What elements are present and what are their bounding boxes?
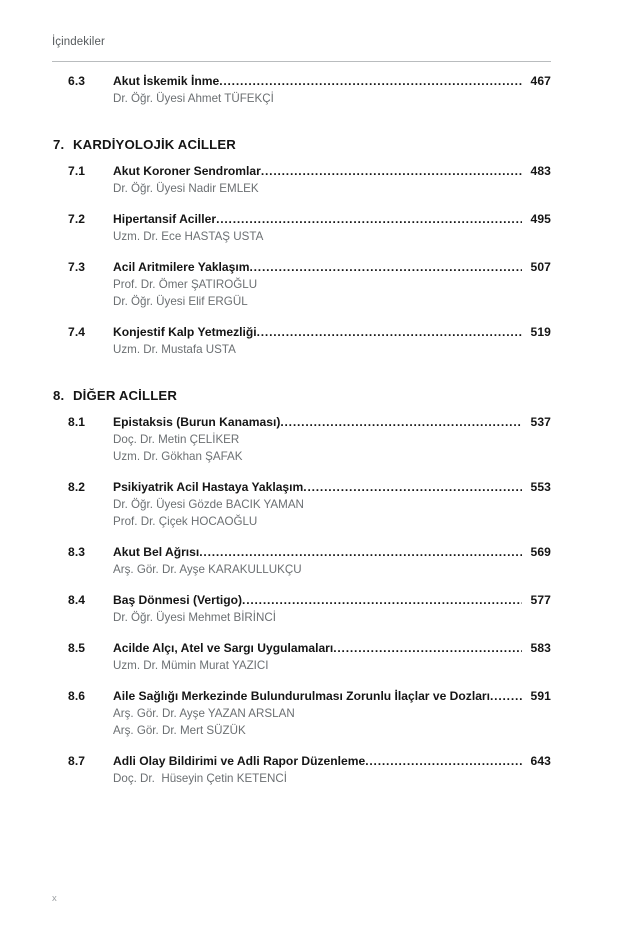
toc-entry[interactable] — [68, 687, 551, 739]
toc-entry[interactable] — [68, 162, 551, 197]
toc-entry-line — [68, 72, 551, 90]
toc-dot-leader — [280, 413, 522, 431]
toc-entry-authors — [113, 705, 551, 739]
toc-entry[interactable] — [68, 413, 551, 465]
toc-chapter-heading[interactable] — [53, 388, 620, 403]
spacer — [0, 465, 620, 478]
toc-entry-author: Arş. Gör. Dr. Ayşe YAZAN ARSLAN — [113, 707, 295, 720]
toc-entry-authors — [113, 561, 551, 578]
toc-entry[interactable] — [68, 72, 551, 107]
toc-entry[interactable] — [68, 752, 551, 787]
toc-entry-title[interactable]: Akut Bel Ağrısı — [113, 545, 200, 559]
toc-entry-authors — [113, 496, 551, 530]
toc-dot-leader — [261, 162, 522, 180]
toc-entry-author: Doç. Dr. Metin ÇELİKER — [113, 433, 240, 446]
toc-entry[interactable] — [68, 258, 551, 310]
running-head: İçindekiler — [52, 36, 105, 48]
toc-dot-leader — [365, 752, 522, 770]
toc-entry[interactable] — [68, 478, 551, 530]
toc-entry-author: Dr. Öğr. Üyesi Gözde BACIK YAMAN — [113, 498, 304, 511]
toc-entry-number: 7.4 — [68, 325, 86, 339]
toc-entry-page-number: 519 — [530, 325, 551, 339]
toc-entry-number: 8.4 — [68, 593, 86, 607]
toc-entry[interactable] — [68, 639, 551, 674]
spacer — [0, 578, 620, 591]
toc-entry-number: 7.1 — [68, 164, 86, 178]
toc-entry-title[interactable]: Epistaksis (Burun Kanaması) — [113, 415, 281, 429]
toc-entry-line — [68, 162, 551, 180]
toc-entry-authors — [113, 276, 551, 310]
toc-entry-title[interactable]: Akut Koroner Sendromlar — [113, 164, 261, 178]
toc-entry-line — [68, 687, 551, 705]
toc-entry-author: Uzm. Dr. Ece HASTAŞ USTA — [113, 230, 264, 243]
toc-entry-page-number: 467 — [530, 74, 551, 88]
toc-entry-page-number: 577 — [530, 593, 551, 607]
toc-chapter-title: DİĞER ACİLLER — [73, 388, 178, 403]
toc-entry-number: 6.3 — [68, 74, 86, 88]
spacer — [0, 530, 620, 543]
toc-entry-author: Dr. Öğr. Üyesi Nadir EMLEK — [113, 182, 259, 195]
toc-entry-title[interactable]: Akut İskemik İnme — [113, 74, 220, 88]
toc-entry-page-number: 591 — [530, 689, 551, 703]
toc-entry-page-number: 583 — [530, 641, 551, 655]
toc-dot-leader — [303, 478, 522, 496]
toc-entry-title[interactable]: Psikiyatrik Acil Hastaya Yaklaşım — [113, 480, 304, 494]
toc-entry-page-number: 483 — [530, 164, 551, 178]
toc-chapter-heading[interactable] — [53, 137, 620, 152]
toc-entry-number: 8.6 — [68, 689, 86, 703]
page-folio: x — [52, 893, 57, 904]
toc-entry-number: 8.5 — [68, 641, 86, 655]
toc-dot-leader — [216, 210, 522, 228]
toc-entry-author: Doç. Dr. Hüseyin Çetin KETENCİ — [113, 772, 287, 785]
toc-entry-authors — [113, 609, 551, 626]
toc-content — [0, 72, 620, 787]
toc-entry-line — [68, 210, 551, 228]
toc-entry-author: Prof. Dr. Çiçek HOCAOĞLU — [113, 515, 258, 528]
toc-entry-title[interactable]: Acil Aritmilere Yaklaşım — [113, 260, 250, 274]
toc-entry-page-number: 569 — [530, 545, 551, 559]
toc-entry-page-number: 537 — [530, 415, 551, 429]
toc-entry-authors — [113, 770, 551, 787]
toc-entry-author: Prof. Dr. Ömer ŞATIROĞLU — [113, 278, 258, 291]
spacer — [0, 358, 620, 388]
toc-entry-number: 8.7 — [68, 754, 86, 768]
spacer — [0, 152, 620, 162]
toc-entry-line — [68, 413, 551, 431]
toc-entry-line — [68, 258, 551, 276]
toc-entry-page-number: 553 — [530, 480, 551, 494]
toc-entry-author: Dr. Öğr. Üyesi Mehmet BİRİNCİ — [113, 611, 276, 624]
toc-entry-author: Arş. Gör. Dr. Mert SÜZÜK — [113, 724, 246, 737]
toc-dot-leader — [199, 543, 522, 561]
spacer — [0, 197, 620, 210]
toc-entry-authors — [113, 341, 551, 358]
toc-entry-title[interactable]: Adli Olay Bildirimi ve Adli Rapor Düzenleme — [113, 754, 366, 768]
toc-entry[interactable] — [68, 323, 551, 358]
toc-entry-authors — [113, 90, 551, 107]
toc-dot-leader — [219, 72, 522, 90]
spacer — [0, 626, 620, 639]
toc-entry-author: Uzm. Dr. Gökhan ŞAFAK — [113, 450, 243, 463]
toc-dot-leader — [333, 639, 522, 657]
toc-entry-line — [68, 478, 551, 496]
spacer — [0, 739, 620, 752]
spacer — [0, 310, 620, 323]
toc-entry[interactable] — [68, 543, 551, 578]
toc-entry-line — [68, 639, 551, 657]
toc-entry[interactable] — [68, 591, 551, 626]
toc-entry-authors — [113, 180, 551, 197]
toc-entry-line — [68, 752, 551, 770]
toc-chapter-number: 7. — [53, 137, 65, 152]
toc-entry-number: 8.1 — [68, 415, 86, 429]
header-divider — [52, 61, 551, 62]
spacer — [0, 245, 620, 258]
toc-entry-page-number: 507 — [530, 260, 551, 274]
toc-entry-number: 8.2 — [68, 480, 86, 494]
toc-dot-leader — [249, 258, 522, 276]
toc-chapter-title: KARDİYOLOJİK ACİLLER — [73, 137, 236, 152]
toc-entry-author: Uzm. Dr. Mümin Murat YAZICI — [113, 659, 269, 672]
toc-entry-title[interactable]: Acilde Alçı, Atel ve Sargı Uygulamaları — [113, 641, 334, 655]
spacer — [0, 107, 620, 137]
toc-dot-leader — [490, 687, 522, 705]
toc-entry-number: 8.3 — [68, 545, 86, 559]
toc-entry-title[interactable]: Konjestif Kalp Yetmezliği — [113, 325, 257, 339]
toc-entry-line — [68, 323, 551, 341]
toc-entry-authors — [113, 657, 551, 674]
toc-entry-author: Dr. Öğr. Üyesi Ahmet TÜFEKÇİ — [113, 92, 274, 105]
toc-entry-page-number: 495 — [530, 212, 551, 226]
toc-entry-title[interactable]: Aile Sağlığı Merkezinde Bulundurulması Zorunlu İlaçlar ve Dozları — [113, 689, 491, 703]
toc-entry-author: Dr. Öğr. Üyesi Elif ERGÜL — [113, 295, 248, 308]
toc-entry-title[interactable]: Hipertansif Aciller — [113, 212, 217, 226]
toc-entry-author: Uzm. Dr. Mustafa USTA — [113, 343, 236, 356]
toc-entry-line — [68, 591, 551, 609]
toc-entry-number: 7.2 — [68, 212, 86, 226]
toc-dot-leader — [242, 591, 522, 609]
toc-entry-author: Arş. Gör. Dr. Ayşe KARAKULLUKÇU — [113, 563, 302, 576]
toc-entry[interactable] — [68, 210, 551, 245]
toc-entry-authors — [113, 431, 551, 465]
spacer — [0, 674, 620, 687]
toc-entry-line — [68, 543, 551, 561]
toc-dot-leader — [257, 323, 522, 341]
toc-entry-number: 7.3 — [68, 260, 86, 274]
toc-entry-authors — [113, 228, 551, 245]
spacer — [0, 403, 620, 413]
toc-chapter-number: 8. — [53, 388, 65, 403]
toc-entry-page-number: 643 — [530, 754, 551, 768]
toc-entry-title[interactable]: Baş Dönmesi (Vertigo) — [113, 593, 243, 607]
